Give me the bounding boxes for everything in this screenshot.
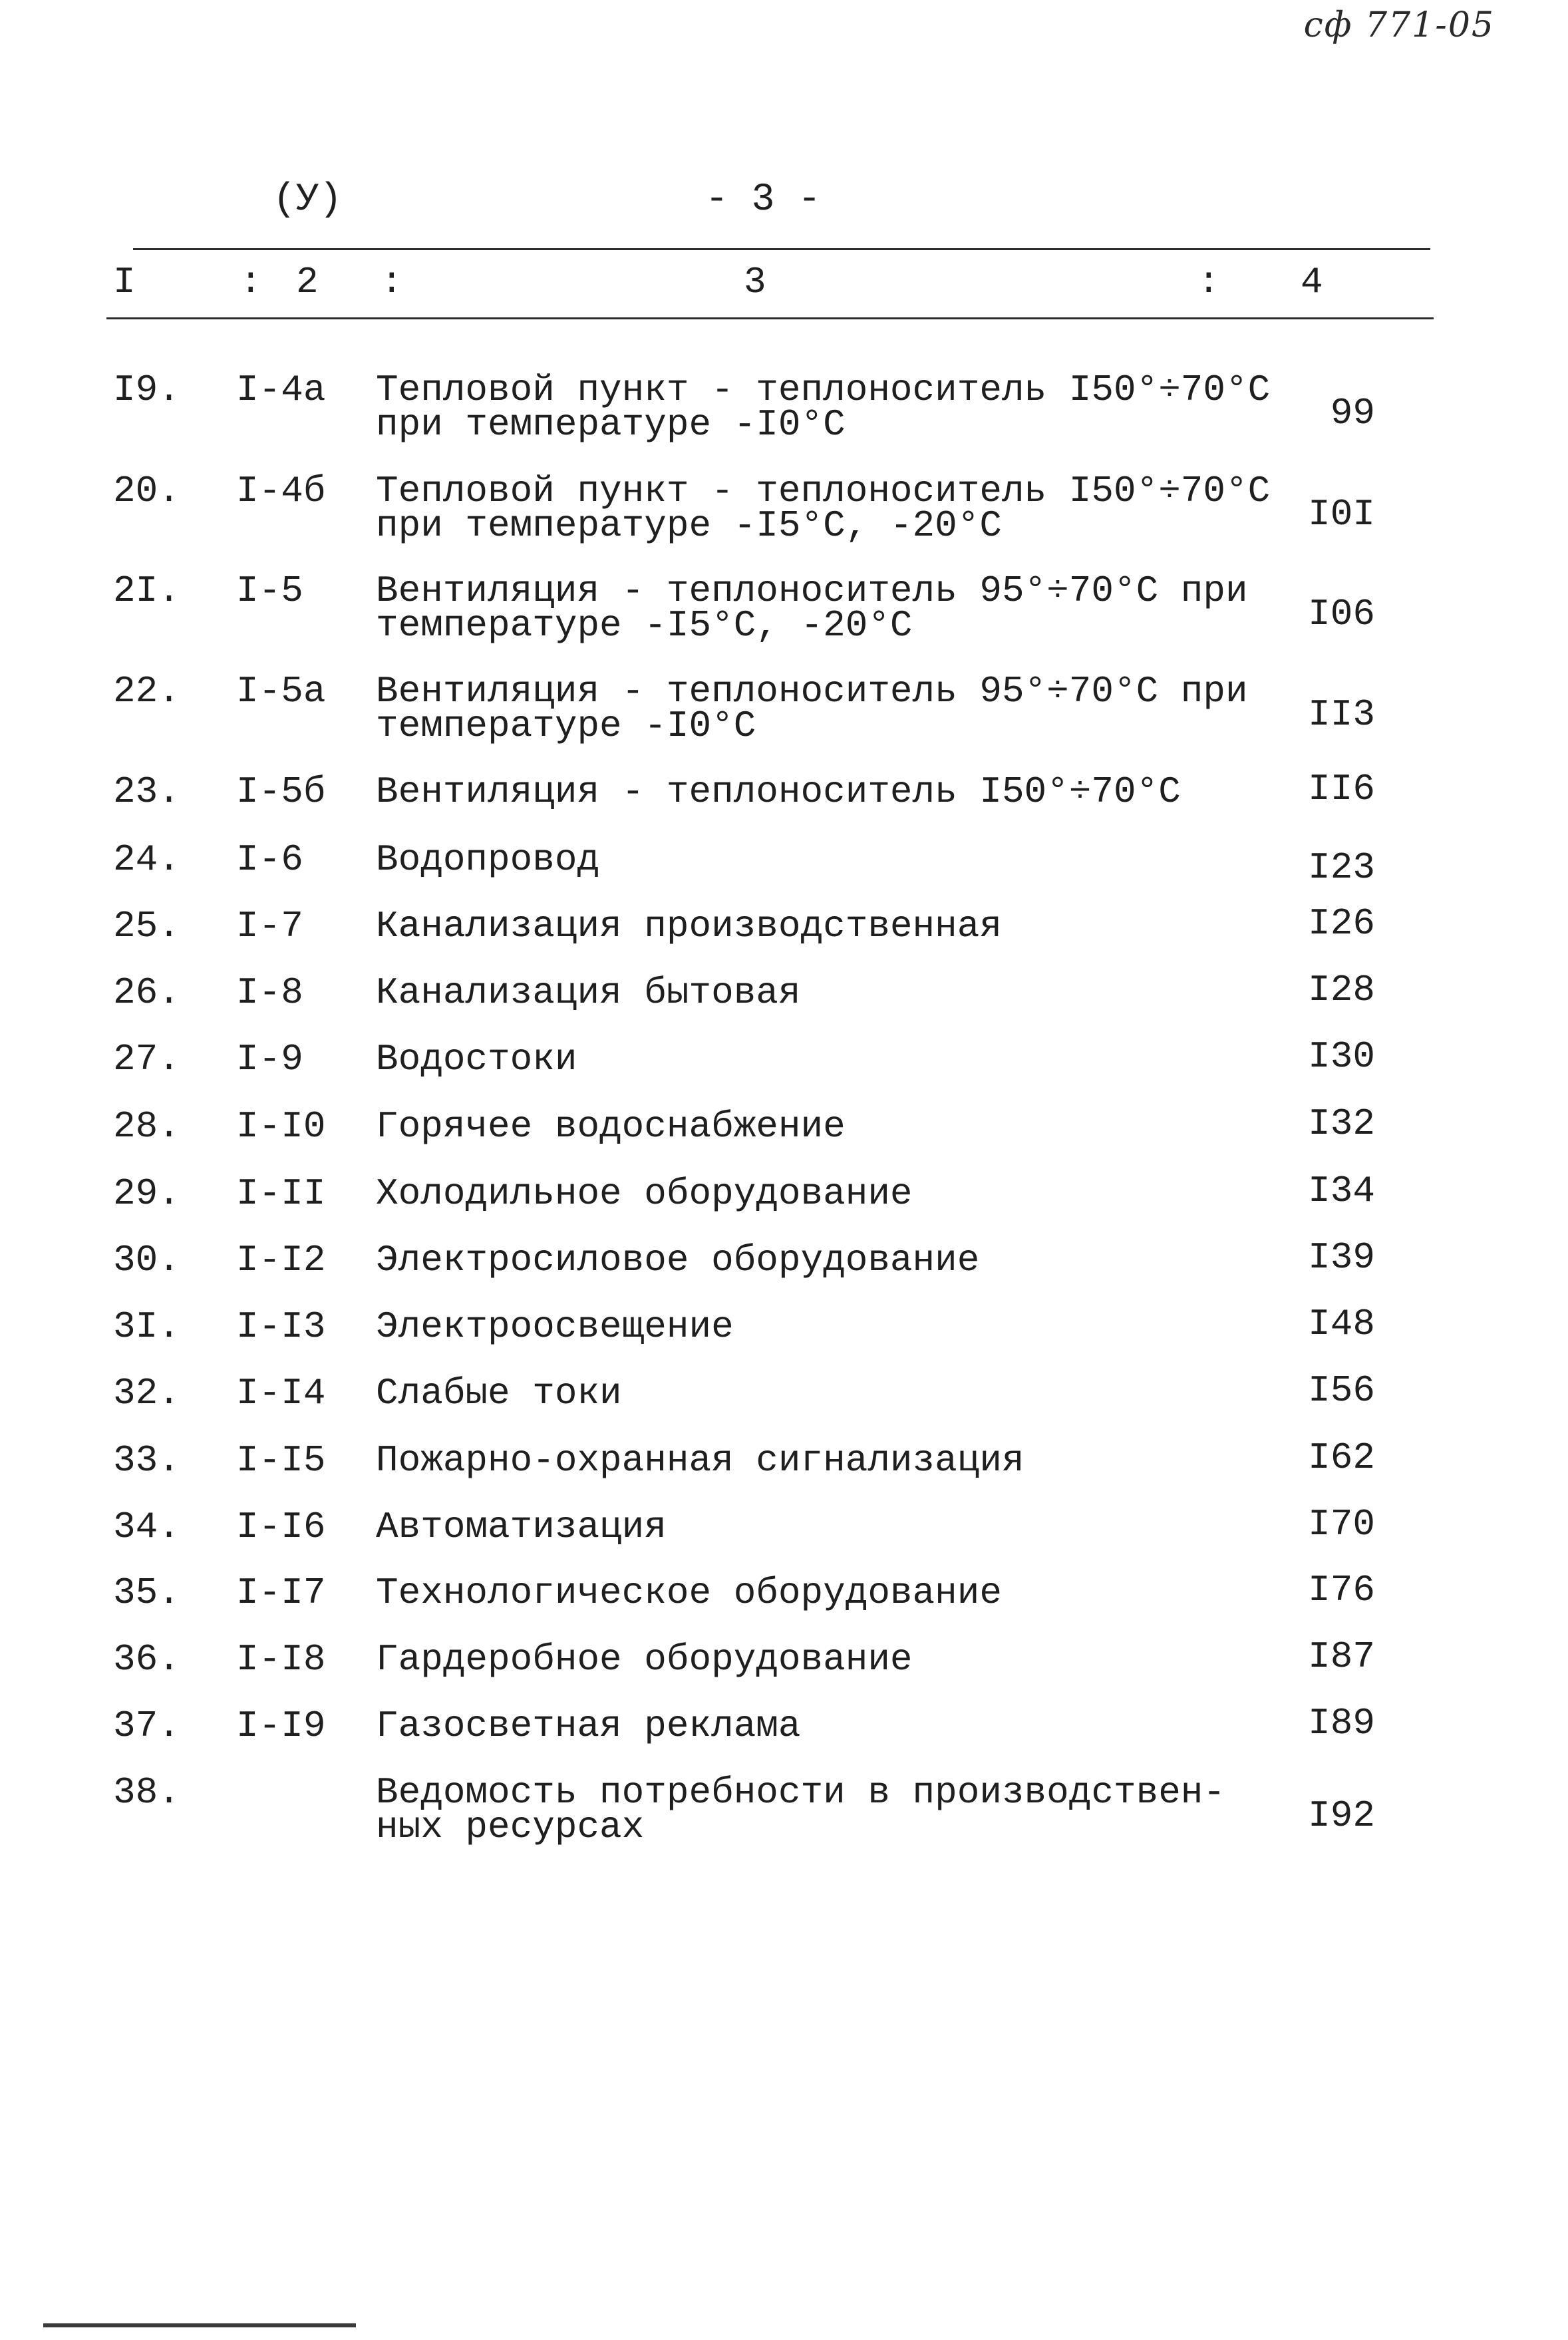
footer-rule: [43, 2323, 356, 2327]
row-code: I-8: [236, 971, 303, 1014]
row-number: 28.: [113, 1105, 180, 1148]
row-description: [376, 1372, 1267, 1415]
row-description-line: при температуре -I0°С: [376, 403, 846, 446]
row-description-line: Технологическое оборудование: [376, 1572, 1002, 1614]
row-description-line: Канализация производственная: [376, 905, 1002, 947]
row-page: I76: [1308, 1569, 1375, 1611]
row-page: I89: [1308, 1702, 1375, 1745]
row-number: 33.: [113, 1439, 180, 1482]
row-description-line: температуре -I5°С, -20°С: [376, 604, 913, 647]
handwritten-annotation: сф 771-05: [1303, 5, 1495, 45]
row-description: [376, 1439, 1267, 1482]
row-page: I28: [1308, 969, 1375, 1011]
row-code: I-4б: [236, 470, 326, 512]
row-description: [376, 1038, 1267, 1081]
document-mark: (У): [273, 178, 343, 222]
row-code: I-4а: [236, 369, 326, 411]
row-description-line: Пожарно-охранная сигнализация: [376, 1439, 1024, 1482]
row-page: I87: [1308, 1635, 1375, 1678]
row-page: I23: [1308, 846, 1375, 889]
row-description: [376, 670, 1267, 747]
row-description-line: Водостоки: [376, 1038, 577, 1081]
row-description: [376, 1105, 1267, 1148]
row-number: 27.: [113, 1038, 180, 1081]
row-description: [376, 1239, 1267, 1281]
row-description-line: температуре -I0°С: [376, 705, 756, 747]
row-description: [376, 770, 1267, 813]
row-description: [376, 369, 1271, 446]
row-description-line: Холодильное оборудование: [376, 1172, 913, 1215]
column-header-1: I: [113, 261, 136, 303]
row-number: 23.: [113, 770, 180, 813]
row-page: II3: [1308, 693, 1375, 736]
column-separator: :: [381, 261, 403, 303]
row-number: 30.: [113, 1239, 180, 1281]
row-number: I9.: [113, 369, 180, 411]
row-code: I-I4: [236, 1372, 326, 1415]
row-number: 25.: [113, 905, 180, 947]
row-description-line: Водопровод: [376, 838, 600, 881]
row-code: I-I7: [236, 1572, 326, 1614]
row-description-line: Вентиляция - теплоноситель 95°÷70°С при: [376, 570, 1248, 612]
row-page: I30: [1308, 1035, 1375, 1078]
row-page: I92: [1308, 1794, 1375, 1837]
row-number: 22.: [113, 670, 180, 713]
row-description-line: Вентиляция - теплоноситель I50°÷70°С: [376, 770, 1181, 813]
row-number: 32.: [113, 1372, 180, 1415]
column-header-4: 4: [1301, 261, 1323, 303]
row-description-line: Ведомость потребности в производствен-: [376, 1771, 1226, 1814]
row-code: I-I9: [236, 1705, 326, 1747]
header-rule-top: [133, 248, 1430, 250]
row-code: I-9: [236, 1038, 303, 1081]
row-page: I26: [1308, 902, 1375, 945]
row-description: [376, 1506, 1267, 1548]
row-description: [376, 1638, 1267, 1681]
row-page: I39: [1308, 1236, 1375, 1279]
row-description: [376, 971, 1267, 1014]
row-code: I-I8: [236, 1638, 326, 1681]
row-description-line: Горячее водоснабжение: [376, 1105, 846, 1148]
row-description-line: Тепловой пункт - теплоноситель I50°÷70°С: [376, 369, 1271, 411]
row-code: I-5: [236, 570, 303, 612]
row-number: 37.: [113, 1705, 180, 1747]
row-description: [376, 1572, 1267, 1614]
row-description: [376, 570, 1267, 647]
row-description-line: Газосветная реклама: [376, 1705, 801, 1747]
row-page: I32: [1308, 1102, 1375, 1145]
row-description-line: Канализация бытовая: [376, 971, 801, 1014]
row-number: 34.: [113, 1506, 180, 1548]
row-description-line: Гардеробное оборудование: [376, 1638, 913, 1681]
row-number: 20.: [113, 470, 180, 512]
row-code: I-I2: [236, 1239, 326, 1281]
row-description: [376, 1771, 1267, 1848]
column-header-3: 3: [744, 261, 766, 303]
row-number: 35.: [113, 1572, 180, 1614]
row-description: [376, 905, 1267, 947]
row-description-line: Электроосвещение: [376, 1305, 734, 1348]
row-page: I70: [1308, 1503, 1375, 1546]
row-number: 24.: [113, 838, 180, 881]
row-page: I0I: [1308, 493, 1375, 536]
row-page: I62: [1308, 1436, 1375, 1479]
column-separator: :: [1197, 261, 1220, 303]
row-page: 99: [1330, 392, 1375, 434]
row-number: 26.: [113, 971, 180, 1014]
row-code: I-6: [236, 838, 303, 881]
row-description-line: при температуре -I5°С, -20°С: [376, 504, 1002, 547]
column-separator: :: [239, 261, 262, 303]
row-description-line: ных ресурсах: [376, 1806, 645, 1848]
row-page: II6: [1308, 768, 1375, 810]
row-page: I56: [1308, 1369, 1375, 1412]
column-header-2: 2: [296, 261, 319, 303]
row-code: I-I5: [236, 1439, 326, 1482]
row-code: I-5б: [236, 770, 326, 813]
row-number: 2I.: [113, 570, 180, 612]
row-description: [376, 838, 1267, 881]
row-description: [376, 1172, 1267, 1215]
row-page: I34: [1308, 1170, 1375, 1212]
row-number: 3I.: [113, 1305, 180, 1348]
row-code: I-5а: [236, 670, 326, 713]
row-description-line: Электросиловое оборудование: [376, 1239, 980, 1281]
row-code: I-II: [236, 1172, 326, 1215]
row-number: 36.: [113, 1638, 180, 1681]
row-description: [376, 1305, 1267, 1348]
row-code: I-I0: [236, 1105, 326, 1148]
row-description-line: Вентиляция - теплоноситель 95°÷70°С при: [376, 670, 1248, 713]
row-number: 38.: [113, 1771, 180, 1814]
row-page: I06: [1308, 593, 1375, 635]
row-description: [376, 470, 1271, 547]
row-code: I-I6: [236, 1506, 326, 1548]
row-description-line: Слабые токи: [376, 1372, 622, 1415]
row-description: [376, 1705, 1267, 1747]
row-description-line: Тепловой пункт - теплоноситель I50°÷70°С: [376, 470, 1271, 512]
header-rule-bottom: [106, 317, 1434, 319]
page-number: - 3 -: [705, 178, 822, 222]
row-code: I-I3: [236, 1305, 326, 1348]
row-description-line: Автоматизация: [376, 1506, 667, 1548]
row-page: I48: [1308, 1303, 1375, 1345]
row-number: 29.: [113, 1172, 180, 1215]
row-code: I-7: [236, 905, 303, 947]
